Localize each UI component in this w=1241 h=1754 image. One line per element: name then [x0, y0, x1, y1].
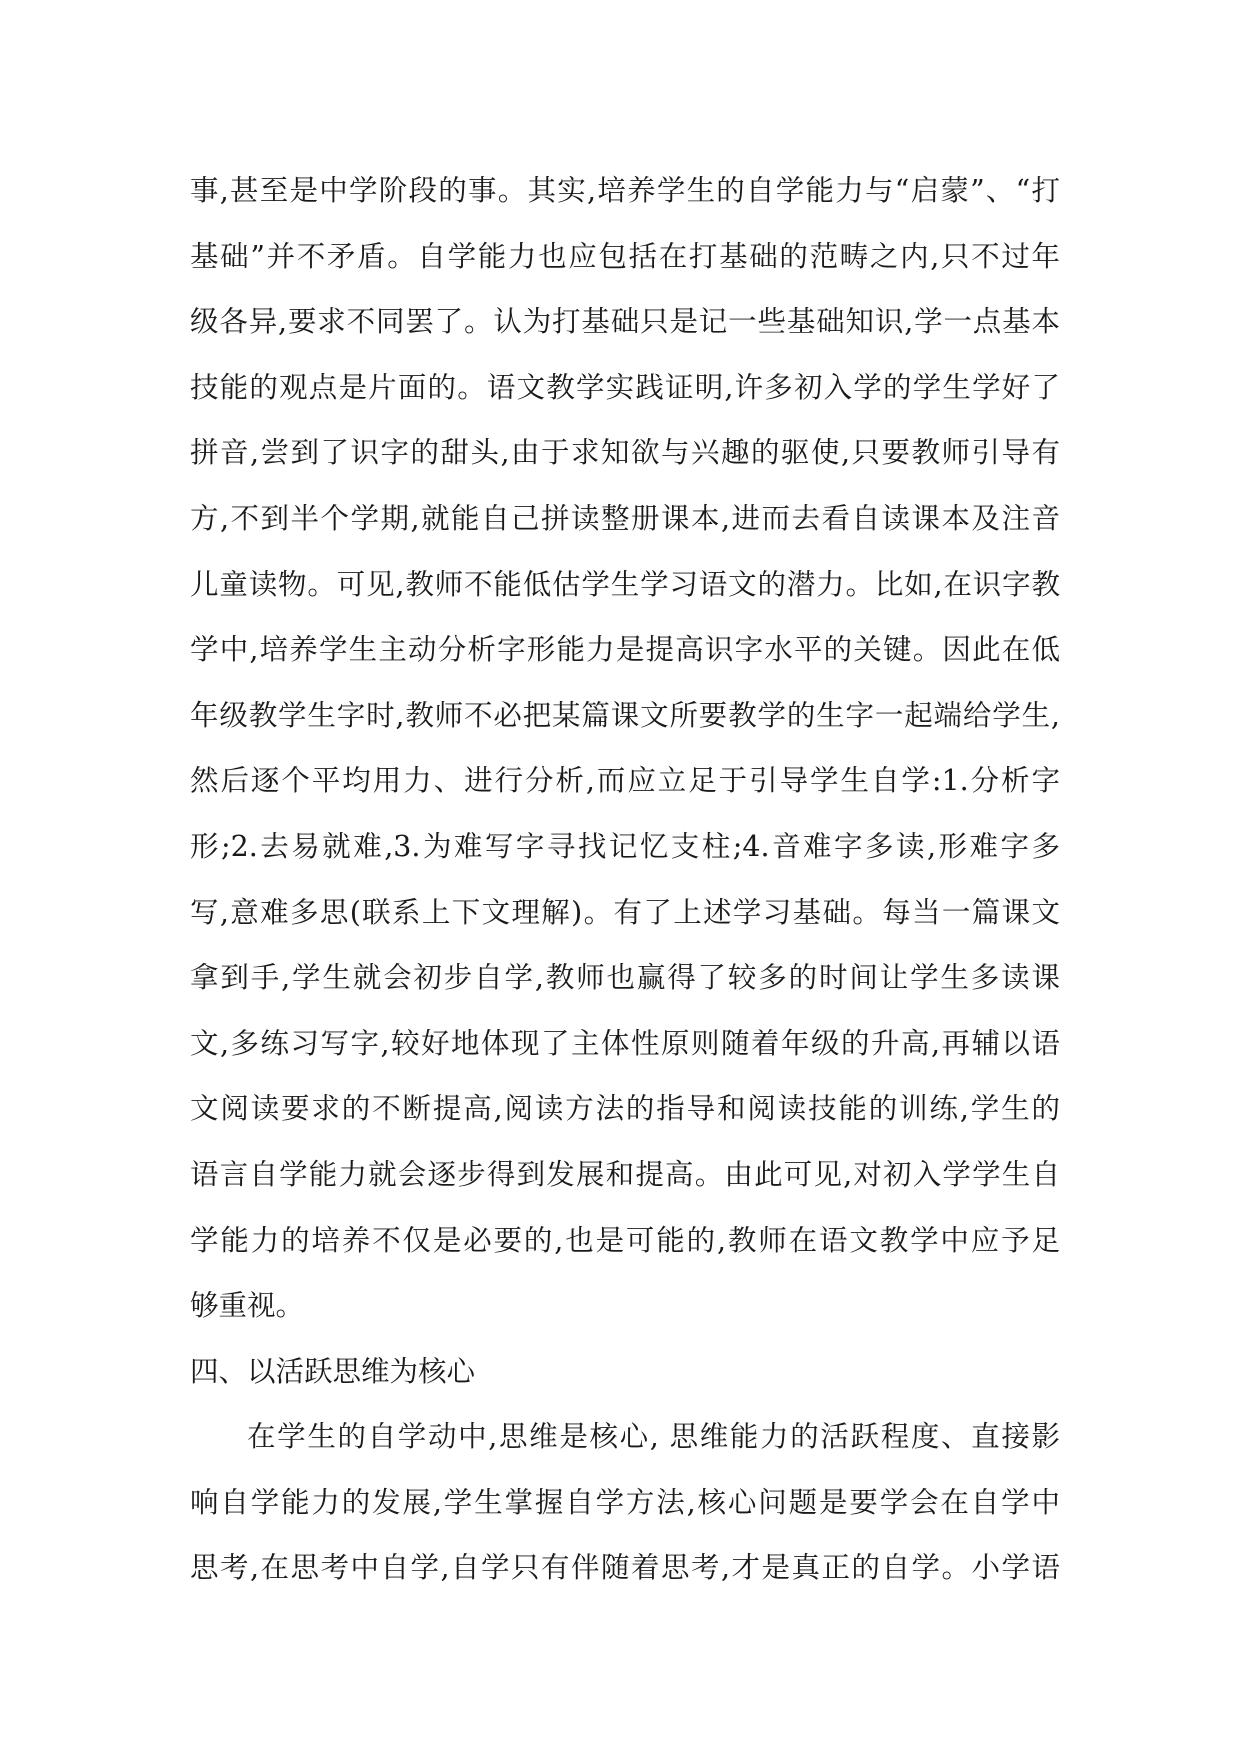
text-line: 方,不到半个学期,就能自己拼读整册课本,进而去看自读课本及注音 — [190, 501, 1060, 535]
text-line: 学中,培养学生主动分析字形能力是提高识字水平的关键。因此在低 — [190, 633, 1060, 667]
text-line: 语言自学能力就会逐步得到发展和提高。由此可见,对初入学学生自 — [190, 1157, 1060, 1191]
text-line: 形;2.去易就难,3.为难写字寻找记忆支柱;4.音难字多读,形难字多 — [190, 829, 1060, 863]
text-line: 拼音,尝到了识字的甜头,由于求知欲与兴趣的驱使,只要教师引导有 — [190, 436, 1060, 470]
text-line: 写,意难多思(联系上下文理解)。有了上述学习基础。每当一篇课文 — [190, 895, 1060, 929]
text-line: 年级教学生字时,教师不必把某篇课文所要教学的生字一起端给学生, — [190, 698, 1060, 732]
text-line: 文阅读要求的不断提高,阅读方法的指导和阅读技能的训练,学生的 — [190, 1092, 1060, 1126]
text-line: 响自学能力的发展,学生掌握自学方法,核心问题是要学会在自学中 — [190, 1485, 1060, 1519]
paragraph-first-line: 在学生的自学动中,思维是核心, 思维能力的活跃程度、直接影 — [247, 1420, 1060, 1454]
section-heading: 四、以活跃思维为核心 — [190, 1354, 476, 1388]
paragraph-end-line: 够重视。 — [190, 1289, 305, 1323]
text-line: 技能的观点是片面的。语文教学实践证明,许多初入学的学生学好了 — [190, 370, 1060, 404]
text-line: 基础”并不矛盾。自学能力也应包括在打基础的范畴之内,只不过年 — [190, 239, 1060, 273]
text-line: 思考,在思考中自学,自学只有伴随着思考,才是真正的自学。小学语 — [190, 1551, 1060, 1585]
text-line: 儿童读物。可见,教师不能低估学生学习语文的潜力。比如,在识字教 — [190, 567, 1060, 601]
text-line: 然后逐个平均用力、进行分析,而应立足于引导学生自学:1.分析字 — [190, 764, 1060, 798]
text-line: 学能力的培养不仅是必要的,也是可能的,教师在语文教学中应予足 — [190, 1223, 1060, 1257]
text-line: 文,多练习写字,较好地体现了主体性原则随着年级的升高,再辅以语 — [190, 1026, 1060, 1060]
body-text — [190, 158, 1060, 1601]
text-line: 事,甚至是中学阶段的事。其实,培养学生的自学能力与“启蒙”、“打 — [190, 174, 1060, 207]
text-line: 拿到手,学生就会初步自学,教师也赢得了较多的时间让学生多读课 — [190, 961, 1060, 995]
text-line: 级各异,要求不同罢了。认为打基础只是记一些基础知识,学一点基本 — [190, 305, 1060, 339]
